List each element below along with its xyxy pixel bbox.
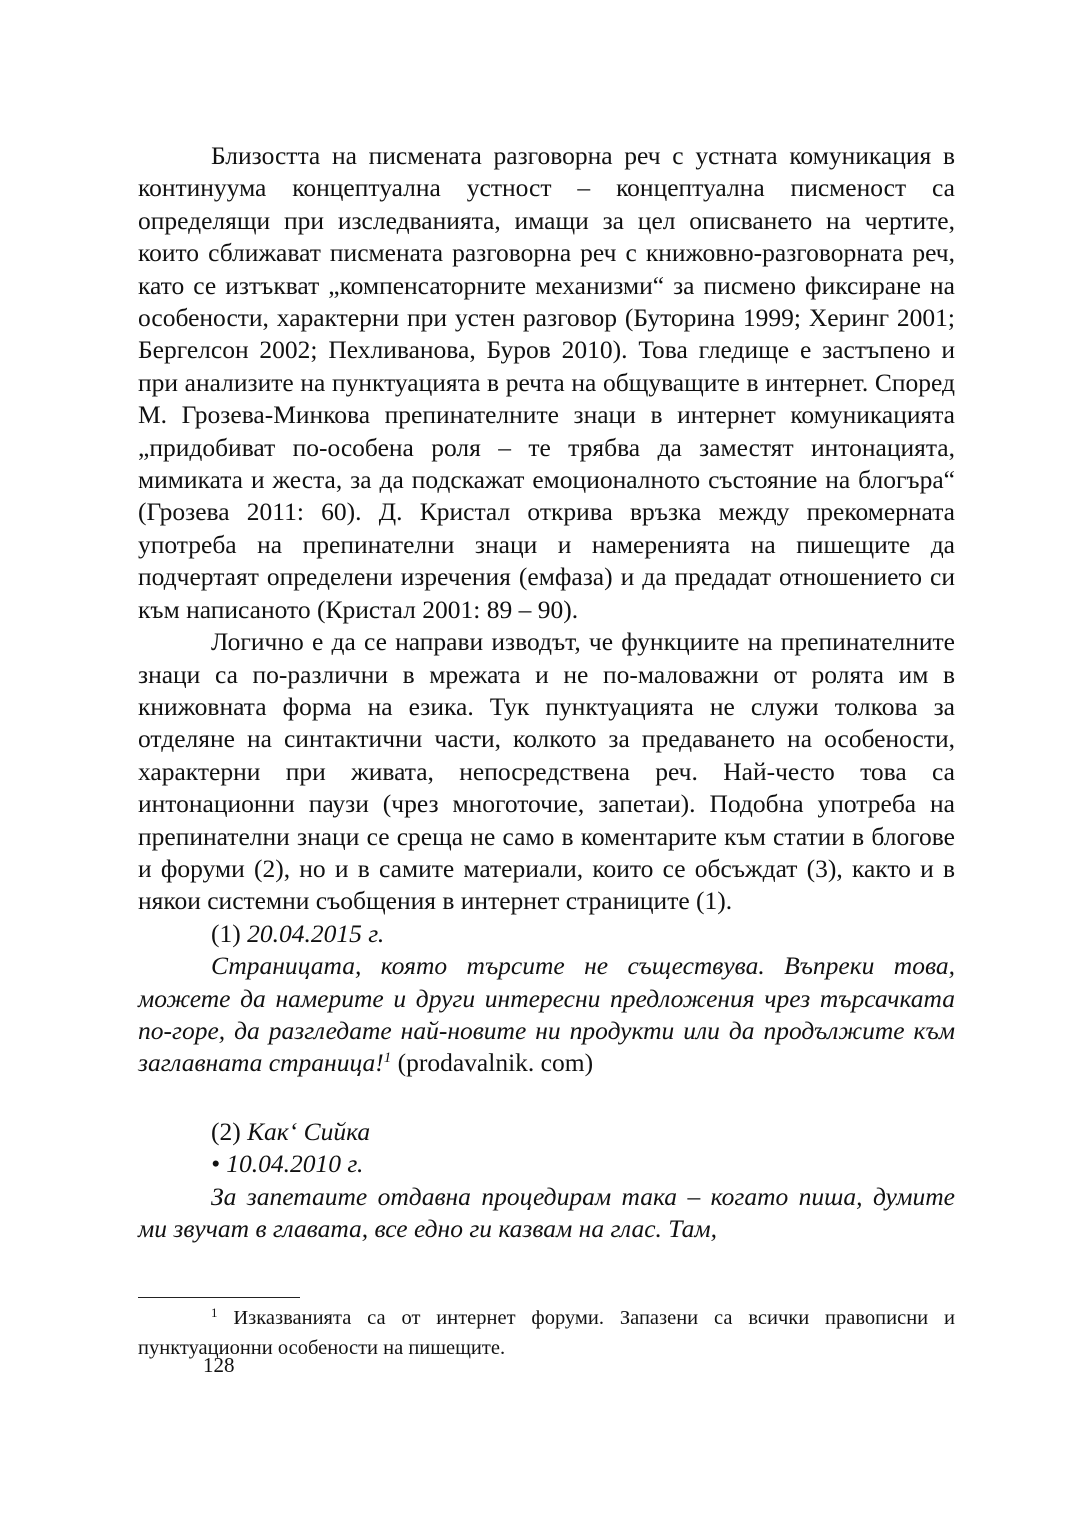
example-2-date: • 10.04.2010 г. bbox=[211, 1149, 364, 1179]
example-1-header bbox=[138, 918, 955, 950]
footnote bbox=[138, 1303, 955, 1363]
spacer bbox=[138, 1080, 955, 1116]
example-1-date: 20.04.2015 г. bbox=[247, 918, 385, 948]
footnote-marker: 1 bbox=[211, 1305, 218, 1320]
example-1-source: (prodavalnik. com) bbox=[391, 1048, 594, 1078]
example-2-quote-block bbox=[138, 1181, 955, 1246]
page-number: 128 bbox=[203, 1353, 235, 1377]
example-2-number: (2) bbox=[211, 1116, 241, 1146]
paragraph-1: Близостта на писмената разговорна реч с устната комуникация в континуума концептуална устност – концептуална писменост са определящи при изследванията, имащи за цел описването на чертите, които сближават писмената разговорна реч с книжовно-разговорната реч, като се изтъкват „компенсаторните механизми“ за писмено фиксиране на особености, характерни при устен разговор (Буторина 1999; Херинг 2001; Бергелсон 2002; Пехливанова, Буров 2010). Това гледище е застъпено и при анализите на пунктуацията в речта на общуващите в интернет. Според М. Грозева-Минкова препинателните знаци в интернет комуникацията „придобиват по-особена роля – те трябва да заместят интонацията, мимиката и жеста, за да подскажат емоционалното състояние на блогъра“ (Грозева 2011: 60). Д. Кристал открива връзка между прекомерната употреба на препинателни знаци и намеренията на пишещите да подчертаят определени изречения (емфаза) и да предадат отношението си към написаното (Кристал 2001: 89 – 90). bbox=[138, 141, 955, 624]
example-1-quote: Страницата, която търсите не съществува. Въпреки това, можете да намерите и други интересни предложения чрез търсачката по-горе, да разгледате най-новите ни продукти или да продължите към заглавната страница! bbox=[138, 951, 955, 1078]
paragraph-2: Логично е да се направи изводът, че функциите на препинателните знаци са по-различни в мрежата и не по-маловажни от ролята им в книжовната форма на езика. Тук пунктуацията не служи толкова за отделяне на синтактични части, колкото за предаването на особености, характерни при живата, непосредствена реч. Най-често това са интонационни паузи (чрез многоточие, запетаи). Подобна употреба на препинателни знаци се среща не само в коментарите към статии в блогове и форуми (2), но и в самите материали, които се обсъждат (3), както и в някои системни съобщения в интернет страниците (1). bbox=[138, 627, 955, 916]
footnote-text: Изказванията са от интернет форуми. Запазени са всички правописни и пунктуационни особености на пишещите. bbox=[138, 1307, 955, 1359]
example-2-header bbox=[138, 1116, 955, 1148]
example-2-author: Как‘ Сийка bbox=[247, 1116, 371, 1146]
example-1-number: (1) bbox=[211, 918, 241, 948]
main-text bbox=[138, 140, 955, 1245]
example-2-quote: За запетаите отдавна процедирам така – когато пиша, думите ми звучат в главата, все едно ги казвам на глас. Там, bbox=[138, 1181, 955, 1243]
footnote-separator bbox=[138, 1297, 300, 1298]
example-2-date-line bbox=[138, 1148, 955, 1180]
example-1-quote-block bbox=[138, 950, 955, 1080]
footnote-reference: 1 bbox=[383, 1050, 392, 1067]
